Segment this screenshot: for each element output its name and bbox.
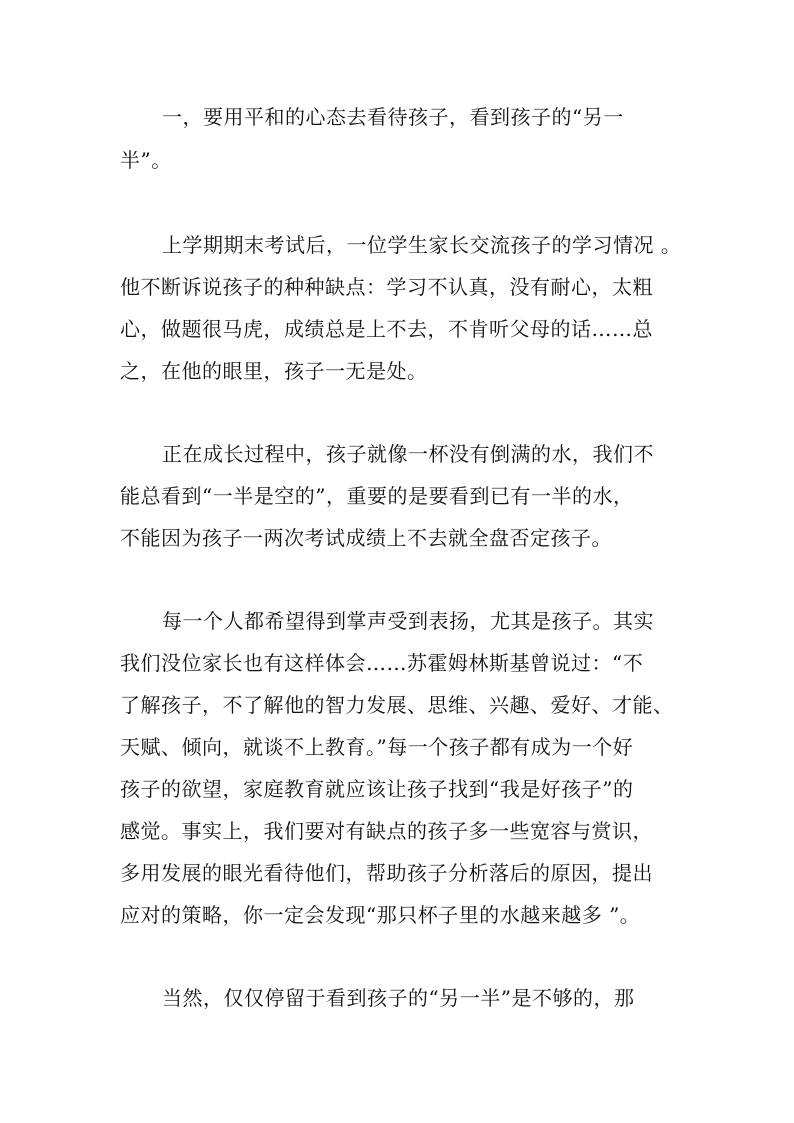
paragraph-4-line-3: 了解孩子，不了解他的智力发展、思维、兴趣、爱好、才能、: [120, 693, 674, 717]
paragraph-4-line-6: 感觉。事实上，我们要对有缺点的孩子多一些宽容与赏识，: [120, 819, 653, 843]
paragraph-3-line-1: 正在成长过程中，孩子就像一杯没有倒满的水，我们不: [162, 442, 654, 466]
paragraph-1-line-2: 半”。: [120, 148, 172, 172]
paragraph-3-line-2: 能总看到“一半是空的”，重要的是要看到已有一半的水，: [120, 484, 634, 508]
paragraph-2-line-4: 之，在他的眼里，孩子一无是处。: [120, 359, 428, 383]
paragraph-4-line-7: 多用发展的眼光看待他们，帮助孩子分析落后的原因，提出: [120, 861, 653, 885]
paragraph-4-line-1: 每一个人都希望得到掌声受到表扬，尤其是孩子。其实: [162, 609, 654, 633]
paragraph-4-line-2: 我们没位家长也有这样体会……苏霍姆林斯基曾说过：“不: [120, 651, 644, 675]
paragraph-1-line-1: 一，要用平和的心态去看待孩子，看到孩子的“另一: [162, 105, 624, 129]
paragraph-4-line-4: 天赋、倾向，就谈不上教育。”每一个孩子都有成为一个好: [120, 735, 634, 759]
paragraph-2-line-3: 心，做题很马虎，成绩总是上不去，不肯听父母的话……总: [120, 317, 653, 341]
paragraph-3-line-3: 不能因为孩子一两次考试成绩上不去就全盘否定孩子。: [120, 526, 612, 550]
paragraph-2-line-2: 他不断诉说孩子的种种缺点：学习不认真，没有耐心，太粗: [120, 275, 653, 299]
paragraph-4-line-5: 孩子的欲望，家庭教育就应该让孩子找到“我是好孩子”的: [120, 777, 634, 801]
paragraph-2-line-1: 上学期期末考试后，一位学生家长交流孩子的学习情况 。: [162, 233, 682, 257]
paragraph-4-line-8: 应对的策略，你一定会发现“那只杯子里的水越来越多 ”。: [120, 903, 641, 927]
paragraph-5-line-1: 当然，仅仅停留于看到孩子的“另一半”是不够的，那: [162, 986, 635, 1010]
